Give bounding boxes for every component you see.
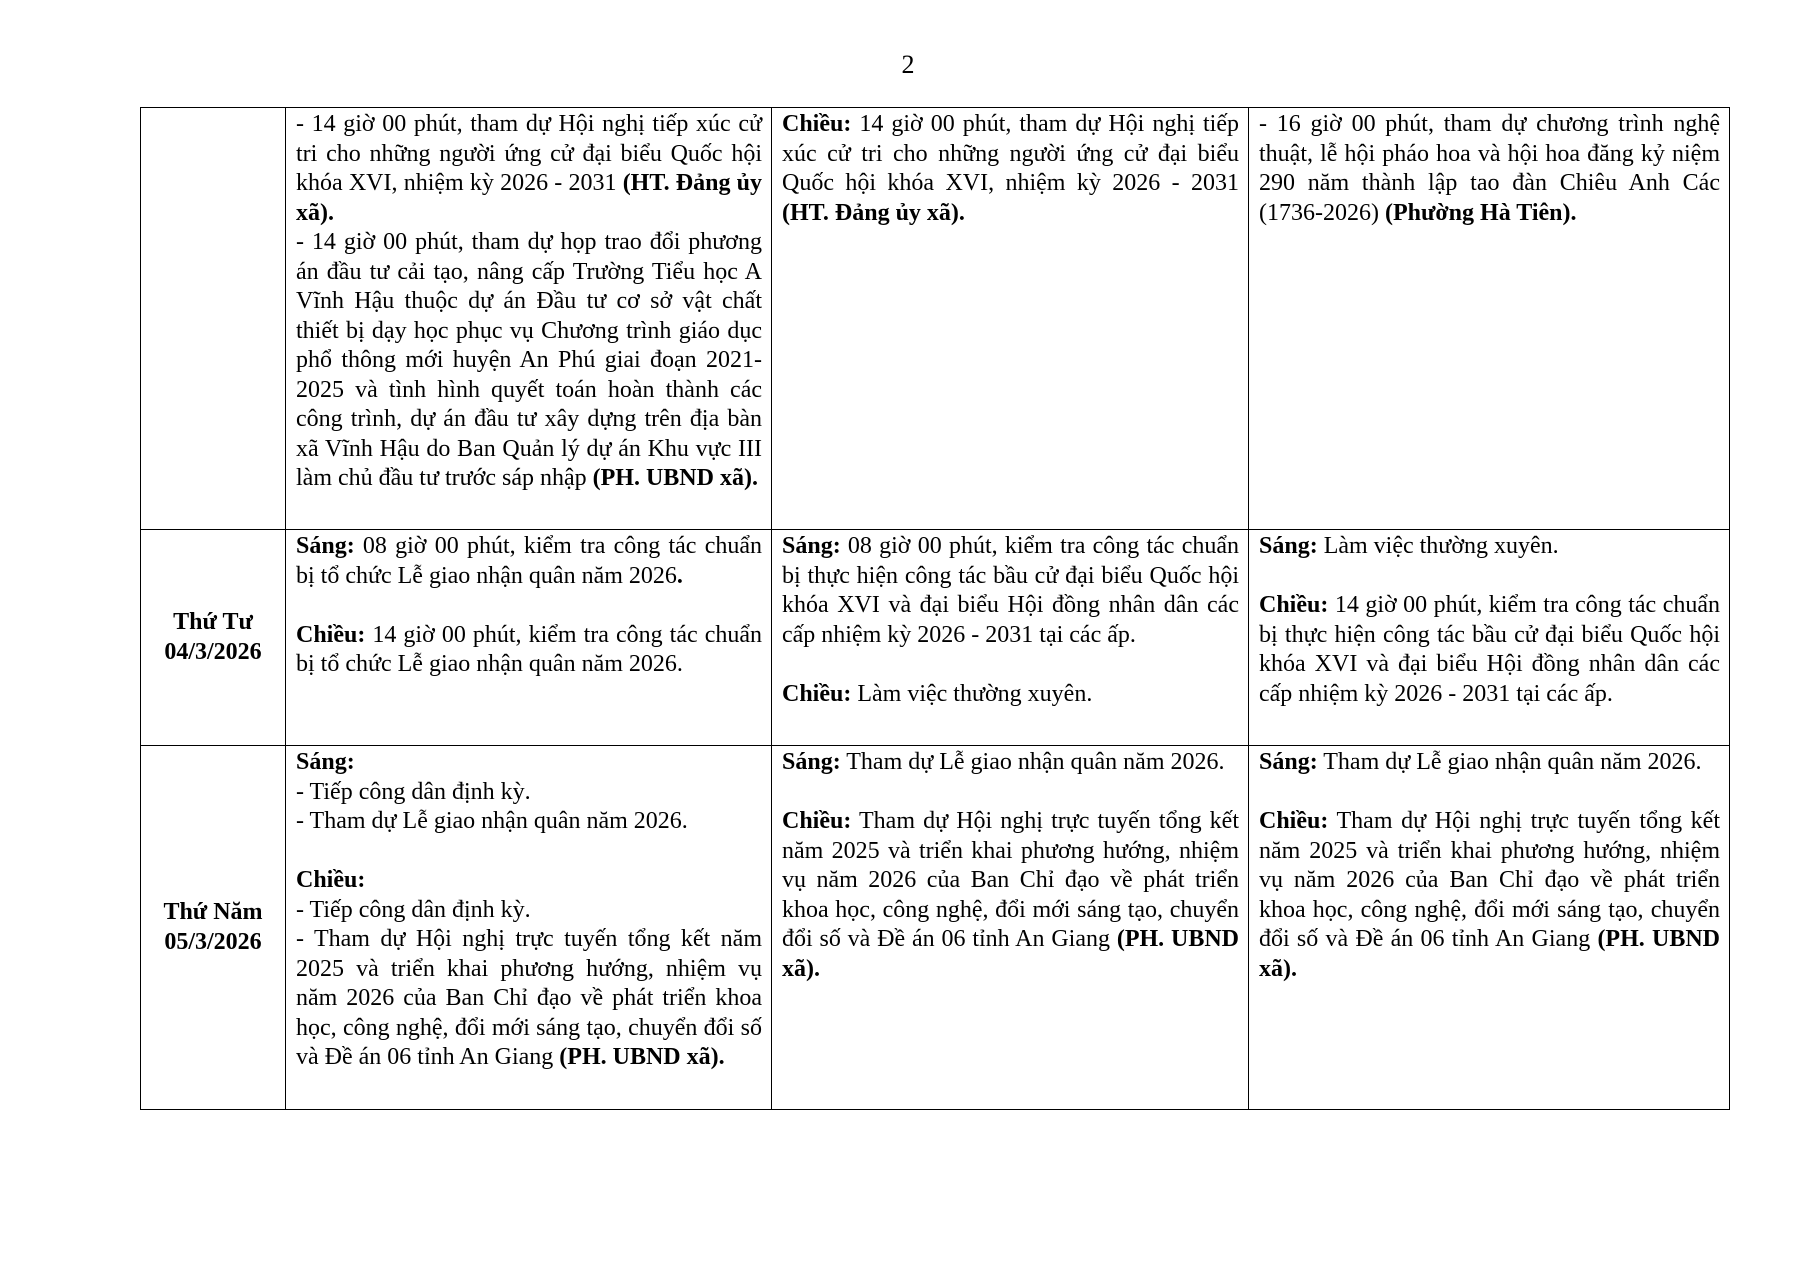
schedule-cell-col3 bbox=[1249, 530, 1730, 746]
entry: - 16 giờ 00 phút, tham dự chương trình nghệ thuật, lễ hội pháo hoa và hội hoa đăng kỷ niệm 290 năm thành lập tao đàn Chiêu Anh Các (1736-2026) (Phường Hà Tiên). bbox=[1259, 111, 1720, 226]
schedule-table bbox=[140, 107, 1730, 1110]
entry: Chiều: 14 giờ 00 phút, tham dự Hội nghị tiếp xúc cử tri cho những người ứng cử đại biểu Quốc hội khóa XVI, nhiệm kỳ 2026 - 2031 (HT. Đảng ủy xã). bbox=[782, 111, 1239, 226]
list-item: - Tham dự Hội nghị trực tuyến tổng kết năm 2025 và triển khai phương hướng, nhiệm vụ năm 2026 của Ban Chỉ đạo về phát triển khoa học, công nghệ, đổi mới sáng tạo, chuyển đổi số và Đề án 06 tỉnh An Giang (PH. UBND xã). bbox=[296, 926, 762, 1070]
day-name: Thứ Năm bbox=[163, 899, 263, 925]
schedule-cell-col1 bbox=[286, 746, 772, 1110]
schedule-cell-col1 bbox=[286, 108, 772, 530]
morning-label: Sáng: bbox=[296, 749, 355, 775]
day-cell bbox=[141, 108, 286, 530]
schedule-cell-col1 bbox=[286, 530, 772, 746]
schedule-cell-col2 bbox=[772, 530, 1249, 746]
morning-entry: Sáng: 08 giờ 00 phút, kiểm tra công tác chuẩn bị thực hiện công tác bầu cử đại biểu Quốc hội khóa XVI và đại biểu Hội đồng nhân dân các cấp nhiệm kỳ 2026 - 2031 tại các ấp. bbox=[782, 533, 1239, 648]
table-row bbox=[141, 108, 1730, 530]
schedule-cell-col3 bbox=[1249, 108, 1730, 530]
day-name: Thứ Tư bbox=[173, 609, 253, 635]
day-date: 05/3/2026 bbox=[164, 928, 262, 955]
list-item: - Tiếp công dân định kỳ. bbox=[296, 896, 531, 923]
day-date: 04/3/2026 bbox=[164, 638, 262, 665]
list-item: - Tiếp công dân định kỳ. bbox=[296, 778, 531, 805]
day-cell bbox=[141, 530, 286, 746]
afternoon-entry: Chiều: Tham dự Hội nghị trực tuyến tổng kết năm 2025 và triển khai phương hướng, nhiệm vụ năm 2026 của Ban Chỉ đạo về phát triển khoa học, công nghệ, đổi mới sáng tạo, chuyển đổi số và Đề án 06 tỉnh An Giang (PH. UBND xã). bbox=[1259, 808, 1720, 982]
table-row bbox=[141, 530, 1730, 746]
page-number: 2 bbox=[901, 50, 915, 79]
morning-entry: Sáng: Tham dự Lễ giao nhận quân năm 2026. bbox=[1259, 749, 1702, 775]
day-cell bbox=[141, 746, 286, 1110]
schedule-cell-col3 bbox=[1249, 746, 1730, 1110]
afternoon-entry: Chiều: 14 giờ 00 phút, kiểm tra công tác chuẩn bị thực hiện công tác bầu cử đại biểu Quốc hội khóa XVI và đại biểu Hội đồng nhân dân các cấp nhiệm kỳ 2026 - 2031 tại các ấp. bbox=[1259, 592, 1720, 707]
morning-entry: Sáng: 08 giờ 00 phút, kiểm tra công tác chuẩn bị tổ chức Lễ giao nhận quân năm 2026. bbox=[296, 533, 762, 589]
afternoon-entry: Chiều: 14 giờ 00 phút, kiểm tra công tác chuẩn bị tổ chức Lễ giao nhận quân năm 2026. bbox=[296, 621, 762, 677]
afternoon-entry: Chiều: Tham dự Hội nghị trực tuyến tổng kết năm 2025 và triển khai phương hướng, nhiệm vụ năm 2026 của Ban Chỉ đạo về phát triển khoa học, công nghệ, đổi mới sáng tạo, chuyển đổi số và Đề án 06 tỉnh An Giang (PH. UBND xã). bbox=[782, 808, 1240, 982]
morning-entry: Sáng: Làm việc thường xuyên. bbox=[1259, 533, 1559, 559]
entry: - 14 giờ 00 phút, tham dự họp trao đổi phương án đầu tư cải tạo, nâng cấp Trường Tiểu học A Vĩnh Hậu thuộc dự án Đầu tư cơ sở vật chất thiết bị dạy học phục vụ Chương trình giáo dục phổ thông mới huyện An Phú giai đoạn 2021-2025 và tình hình quyết toán hoàn thành các công trình, dự án đầu tư xây dựng trên địa bàn xã Vĩnh Hậu do Ban Quản lý dự án Khu vực III làm chủ đầu tư trước sáp nhập (PH. UBND xã). bbox=[296, 229, 762, 491]
schedule-cell-col2 bbox=[772, 746, 1249, 1110]
schedule-cell-col2 bbox=[772, 108, 1249, 530]
afternoon-entry: Chiều: Làm việc thường xuyên. bbox=[782, 680, 1093, 707]
list-item: - Tham dự Lễ giao nhận quân năm 2026. bbox=[296, 808, 688, 834]
table-row bbox=[141, 746, 1730, 1110]
entry: - 14 giờ 00 phút, tham dự Hội nghị tiếp xúc cử tri cho những người ứng cử đại biểu Quốc hội khóa XVI, nhiệm kỳ 2026 - 2031 (HT. Đảng ủy xã). bbox=[296, 111, 762, 226]
afternoon-label: Chiều: bbox=[296, 867, 366, 893]
morning-entry: Sáng: Tham dự Lễ giao nhận quân năm 2026. bbox=[782, 749, 1225, 775]
